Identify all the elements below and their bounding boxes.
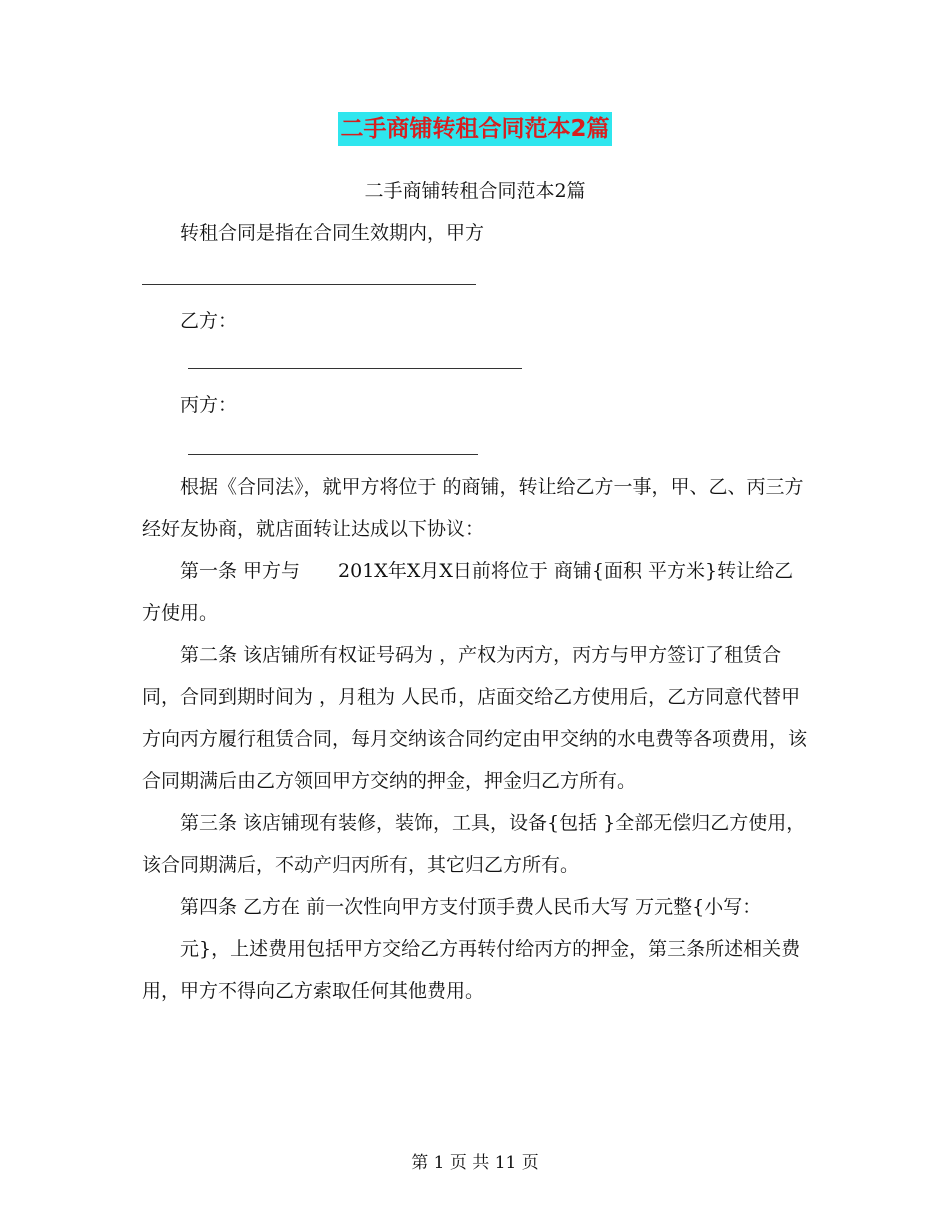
contract-body — [142, 466, 810, 1012]
paragraph-article-3: 第三条 该店铺现有装修，装饰，工具，设备{包括 }全部无偿归乙方使用，该合同期满后，不动产归丙所有，其它归乙方所有。 — [142, 812, 806, 876]
party-c-block — [142, 384, 810, 426]
signature-line-party-b — [188, 368, 522, 369]
signature-line-party-c — [188, 454, 478, 455]
paragraph-article-4-continued: 元}，上述费用包括甲方交给乙方再转付给丙方的押金，第三条所述相关费用，甲方不得向乙方索取任何其他费用。 — [142, 938, 801, 1002]
paragraph-article-2: 第二条 该店铺所有权证号码为 ，产权为丙方，丙方与甲方签订了租赁合同，合同到期时间为 ，月租为 人民币，店面交给乙方使用后，乙方同意代替甲方向丙方履行租赁合同，每月交纳该合同约定由甲交纳的水电费等各项费用，该合同期满后由乙方领回甲方交纳的押金，押金归乙方所有。 — [142, 644, 808, 792]
title-wrapper — [0, 112, 950, 146]
document-title: 二手商铺转租合同范本2篇 — [338, 112, 611, 146]
party-b-block — [142, 300, 810, 342]
signature-line-party-a — [142, 284, 476, 285]
paragraph-preamble: 根据《合同法》，就甲方将位于 的商铺，转让给乙方一事，甲、乙、丙三方经好友协商，就店面转让达成以下协议： — [142, 476, 804, 540]
document-subtitle: 二手商铺转租合同范本2篇 — [364, 180, 586, 202]
paragraph-article-4: 第四条 乙方在 前一次性向甲方支付顶手费人民币大写 万元整{小写： — [180, 896, 762, 918]
party-c-label: 丙方： — [180, 394, 238, 416]
intro-block — [142, 212, 810, 254]
intro-text: 转租合同是指在合同生效期内，甲方 — [180, 222, 485, 244]
page-footer: 第 1 页 共 11 页 — [411, 1153, 539, 1173]
paragraph-article-1: 第一条 甲方与 201X年X月X日前将位于 商铺{面积 平方米}转让给乙方使用。 — [142, 560, 794, 624]
party-b-label: 乙方： — [180, 310, 238, 332]
